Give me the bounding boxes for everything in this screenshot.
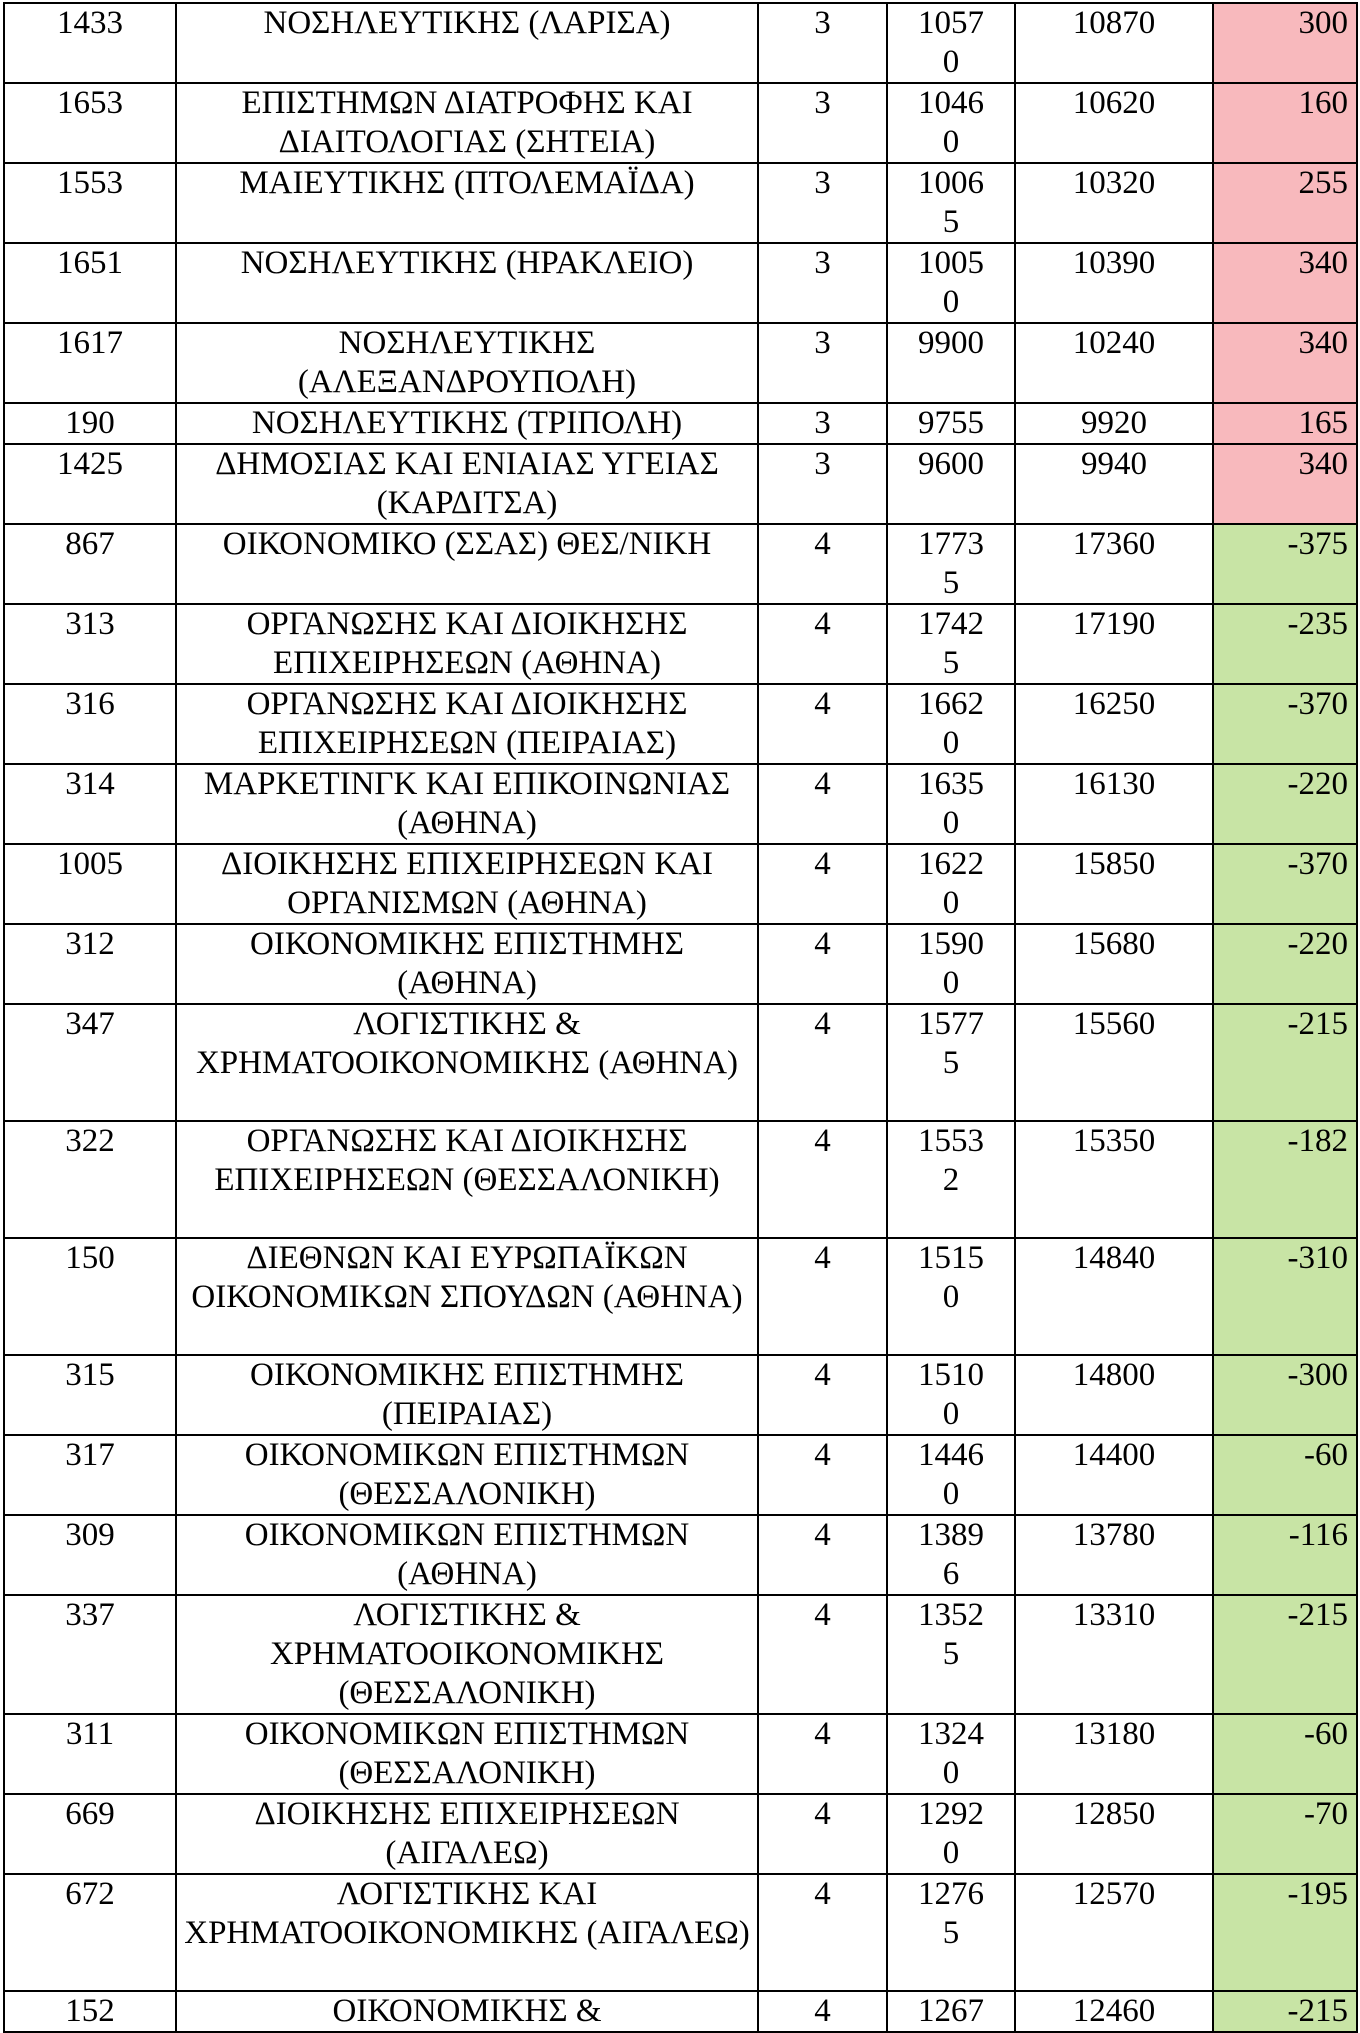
table-row (4, 163, 1357, 243)
cell-base-score-a (887, 604, 1015, 684)
score-fragment: 1577 (918, 1006, 984, 1042)
cell-base-score-a (887, 524, 1015, 604)
cell-difference: -215 (1213, 1595, 1357, 1714)
cell-department: ΜΑΙΕΥΤΙΚΗΣ (ΠΤΟΛΕΜΑΪΔΑ) (176, 163, 758, 243)
table-row (4, 1121, 1357, 1238)
cell-difference: -60 (1213, 1435, 1357, 1515)
cell-department: ΟΙΚΟΝΟΜΙΚΗΣ & (176, 1991, 758, 2032)
cell-base-score-b: 13780 (1015, 1515, 1213, 1595)
score-fragment: 0 (942, 965, 960, 1001)
cell-field: 3 (758, 243, 887, 323)
cell-difference: 255 (1213, 163, 1357, 243)
score-fragment: 0 (942, 1396, 960, 1432)
cell-base-score-a (887, 1714, 1015, 1794)
cell-base-score-a (887, 764, 1015, 844)
cell-difference: -60 (1213, 1714, 1357, 1794)
cell-base-score-b: 12570 (1015, 1874, 1213, 1991)
score-fragment: 6 (942, 1556, 960, 1592)
cell-difference: -375 (1213, 524, 1357, 604)
cell-code: 347 (4, 1004, 176, 1121)
cell-difference: -195 (1213, 1874, 1357, 1991)
cell-code: 1653 (4, 83, 176, 163)
cell-base-score-a (887, 1595, 1015, 1714)
table-row (4, 524, 1357, 604)
score-fragment: 5 (942, 1915, 960, 1951)
cell-base-score-b: 17360 (1015, 524, 1213, 604)
score-fragment: 1276 (918, 1876, 984, 1912)
cell-department: ΟΡΓΑΝΩΣΗΣ ΚΑΙ ΔΙΟΙΚΗΣΗΣ ΕΠΙΧΕΙΡΗΣΕΩΝ (ΘΕΣΣΑΛΟΝΙΚΗ) (176, 1121, 758, 1238)
cell-department: ΟΙΚΟΝΟΜΙΚΩΝ ΕΠΙΣΤΗΜΩΝ (ΘΕΣΣΑΛΟΝΙΚΗ) (176, 1714, 758, 1794)
cell-code: 313 (4, 604, 176, 684)
cell-difference: -300 (1213, 1355, 1357, 1435)
score-fragment: 5 (942, 204, 960, 240)
cell-code: 190 (4, 403, 176, 444)
table-row (4, 1714, 1357, 1794)
cell-department: ΝΟΣΗΛΕΥΤΙΚΗΣ (ΑΛΕΞΑΝΔΡΟΥΠΟΛΗ) (176, 323, 758, 403)
cell-base-score-a: 9900 (887, 323, 1015, 403)
cell-base-score-a (887, 3, 1015, 83)
cell-field: 3 (758, 83, 887, 163)
cell-department: ΛΟΓΙΣΤΙΚΗΣ & ΧΡΗΜΑΤΟΟΙΚΟΝΟΜΙΚΗΣ (ΘΕΣΣΑΛΟΝΙΚΗ) (176, 1595, 758, 1714)
cell-base-score-b: 16130 (1015, 764, 1213, 844)
cell-code: 1553 (4, 163, 176, 243)
score-fragment: 1046 (918, 85, 984, 121)
table-row (4, 1794, 1357, 1874)
cell-base-score-a: 9600 (887, 444, 1015, 524)
cell-base-score-a (887, 1515, 1015, 1595)
cell-field: 4 (758, 764, 887, 844)
cell-base-score-b: 12460 (1015, 1991, 1213, 2032)
score-fragment: 1662 (918, 686, 984, 722)
table-row (4, 403, 1357, 444)
cell-code: 1651 (4, 243, 176, 323)
score-fragment: 0 (942, 1835, 960, 1871)
score-fragment: 0 (942, 1755, 960, 1791)
score-fragment: 1510 (918, 1357, 984, 1393)
table-row (4, 1355, 1357, 1435)
cell-code: 315 (4, 1355, 176, 1435)
cell-field: 4 (758, 1874, 887, 1991)
cell-difference: 340 (1213, 323, 1357, 403)
cell-code: 311 (4, 1714, 176, 1794)
table-row (4, 924, 1357, 1004)
score-fragment: 0 (942, 1279, 960, 1315)
cell-difference: 340 (1213, 243, 1357, 323)
cell-difference: -215 (1213, 1004, 1357, 1121)
table-row (4, 684, 1357, 764)
cell-difference: -182 (1213, 1121, 1357, 1238)
score-fragment: 2 (942, 1162, 960, 1198)
table-row (4, 1874, 1357, 1991)
cell-base-score-b: 12850 (1015, 1794, 1213, 1874)
cell-base-score-b: 15680 (1015, 924, 1213, 1004)
cell-department: ΔΙΟΙΚΗΣΗΣ ΕΠΙΧΕΙΡΗΣΕΩΝ (ΑΙΓΑΛΕΩ) (176, 1794, 758, 1874)
score-fragment: 1389 (918, 1517, 984, 1553)
cell-department: ΟΙΚΟΝΟΜΙΚΩΝ ΕΠΙΣΤΗΜΩΝ (ΘΕΣΣΑΛΟΝΙΚΗ) (176, 1435, 758, 1515)
cell-code: 672 (4, 1874, 176, 1991)
cell-field: 3 (758, 323, 887, 403)
cell-field: 4 (758, 1435, 887, 1515)
cell-field: 4 (758, 604, 887, 684)
cell-base-score-a (887, 684, 1015, 764)
score-fragment: 1515 (918, 1240, 984, 1276)
table-row (4, 3, 1357, 83)
cell-base-score-a (887, 1435, 1015, 1515)
cell-base-score-a: 1267 (887, 1991, 1015, 2032)
cell-department: ΔΙΕΘΝΩΝ ΚΑΙ ΕΥΡΩΠΑΪΚΩΝ ΟΙΚΟΝΟΜΙΚΩΝ ΣΠΟΥΔΩΝ (ΑΘΗΝΑ) (176, 1238, 758, 1355)
cell-code: 322 (4, 1121, 176, 1238)
score-fragment: 1057 (918, 5, 984, 41)
score-fragment: 1352 (918, 1597, 984, 1633)
cell-base-score-a (887, 243, 1015, 323)
cell-code: 316 (4, 684, 176, 764)
cell-base-score-b: 10320 (1015, 163, 1213, 243)
score-fragment: 1292 (918, 1796, 984, 1832)
cell-difference: -310 (1213, 1238, 1357, 1355)
cell-base-score-a (887, 83, 1015, 163)
cell-difference: 160 (1213, 83, 1357, 163)
cell-field: 3 (758, 403, 887, 444)
score-fragment: 0 (942, 805, 960, 841)
score-fragment: 1446 (918, 1437, 984, 1473)
cell-difference: -116 (1213, 1515, 1357, 1595)
cell-department: ΜΑΡΚΕΤΙΝΓΚ ΚΑΙ ΕΠΙΚΟΙΝΩΝΙΑΣ (ΑΘΗΝΑ) (176, 764, 758, 844)
cell-base-score-b: 15850 (1015, 844, 1213, 924)
score-fragment: 1742 (918, 606, 984, 642)
cell-department: ΛΟΓΙΣΤΙΚΗΣ ΚΑΙ ΧΡΗΜΑΤΟΟΙΚΟΝΟΜΙΚΗΣ (ΑΙΓΑΛΕΩ) (176, 1874, 758, 1991)
cell-difference: -370 (1213, 844, 1357, 924)
cell-department: ΛΟΓΙΣΤΙΚΗΣ & ΧΡΗΜΑΤΟΟΙΚΟΝΟΜΙΚΗΣ (ΑΘΗΝΑ) (176, 1004, 758, 1121)
table-row (4, 764, 1357, 844)
cell-difference: -220 (1213, 764, 1357, 844)
cell-base-score-a (887, 1004, 1015, 1121)
cell-department: ΟΙΚΟΝΟΜΙΚΗΣ ΕΠΙΣΤΗΜΗΣ (ΠΕΙΡΑΙΑΣ) (176, 1355, 758, 1435)
cell-code: 317 (4, 1435, 176, 1515)
score-fragment: 5 (942, 1636, 960, 1672)
cell-code: 1433 (4, 3, 176, 83)
score-fragment: 0 (942, 284, 960, 320)
cell-base-score-b: 14840 (1015, 1238, 1213, 1355)
cell-base-score-a (887, 1121, 1015, 1238)
cell-field: 4 (758, 1004, 887, 1121)
cell-base-score-b: 10620 (1015, 83, 1213, 163)
cell-base-score-b: 14400 (1015, 1435, 1213, 1515)
cell-field: 4 (758, 1991, 887, 2032)
cell-department: ΟΙΚΟΝΟΜΙΚΟ (ΣΣΑΣ) ΘΕΣ/ΝΙΚΗ (176, 524, 758, 604)
cell-base-score-b: 17190 (1015, 604, 1213, 684)
cell-department: ΝΟΣΗΛΕΥΤΙΚΗΣ (ΛΑΡΙΣΑ) (176, 3, 758, 83)
table-row (4, 1595, 1357, 1714)
cell-field: 3 (758, 3, 887, 83)
cell-base-score-a (887, 1238, 1015, 1355)
score-fragment: 5 (942, 1045, 960, 1081)
cell-base-score-b: 9920 (1015, 403, 1213, 444)
score-fragment: 1005 (918, 245, 984, 281)
cell-difference: 165 (1213, 403, 1357, 444)
cell-department: ΟΙΚΟΝΟΜΙΚΩΝ ΕΠΙΣΤΗΜΩΝ (ΑΘΗΝΑ) (176, 1515, 758, 1595)
table-row (4, 1238, 1357, 1355)
table-row (4, 1515, 1357, 1595)
table-row (4, 323, 1357, 403)
cell-code: 152 (4, 1991, 176, 2032)
cell-code: 1425 (4, 444, 176, 524)
cell-field: 4 (758, 1714, 887, 1794)
cell-base-score-b: 15560 (1015, 1004, 1213, 1121)
cell-base-score-a (887, 924, 1015, 1004)
cell-field: 4 (758, 1794, 887, 1874)
score-fragment: 0 (942, 725, 960, 761)
score-fragment: 1622 (918, 846, 984, 882)
score-fragment: 1590 (918, 926, 984, 962)
cell-field: 4 (758, 844, 887, 924)
cell-base-score-a: 9755 (887, 403, 1015, 444)
cell-base-score-a (887, 844, 1015, 924)
cell-difference: -220 (1213, 924, 1357, 1004)
cell-difference: 340 (1213, 444, 1357, 524)
table-row (4, 83, 1357, 163)
cell-base-score-a (887, 1874, 1015, 1991)
score-fragment: 1635 (918, 766, 984, 802)
cell-department: ΕΠΙΣΤΗΜΩΝ ΔΙΑΤΡΟΦΗΣ ΚΑΙ ΔΙΑΙΤΟΛΟΓΙΑΣ (ΣΗΤΕΙΑ) (176, 83, 758, 163)
score-fragment: 0 (942, 44, 960, 80)
cell-difference: -70 (1213, 1794, 1357, 1874)
table-row (4, 444, 1357, 524)
score-fragment: 1773 (918, 526, 984, 562)
score-fragment: 1324 (918, 1716, 984, 1752)
cell-department: ΔΙΟΙΚΗΣΗΣ ΕΠΙΧΕΙΡΗΣΕΩΝ ΚΑΙ ΟΡΓΑΝΙΣΜΩΝ (ΑΘΗΝΑ) (176, 844, 758, 924)
cell-base-score-b: 13310 (1015, 1595, 1213, 1714)
cell-difference: 300 (1213, 3, 1357, 83)
cell-base-score-b: 10240 (1015, 323, 1213, 403)
cell-code: 669 (4, 1794, 176, 1874)
cell-base-score-b: 10870 (1015, 3, 1213, 83)
cell-base-score-b: 13180 (1015, 1714, 1213, 1794)
cell-field: 4 (758, 1515, 887, 1595)
cell-code: 312 (4, 924, 176, 1004)
table-row (4, 1435, 1357, 1515)
table-row (4, 1991, 1357, 2032)
table-row (4, 844, 1357, 924)
cell-field: 4 (758, 924, 887, 1004)
cell-code: 1617 (4, 323, 176, 403)
cell-base-score-a (887, 1794, 1015, 1874)
cell-code: 309 (4, 1515, 176, 1595)
cell-field: 4 (758, 1238, 887, 1355)
table-row (4, 1004, 1357, 1121)
scores-table-container (3, 2, 1358, 2033)
cell-base-score-b: 15350 (1015, 1121, 1213, 1238)
cell-field: 4 (758, 1595, 887, 1714)
cell-department: ΔΗΜΟΣΙΑΣ ΚΑΙ ΕΝΙΑΙΑΣ ΥΓΕΙΑΣ (ΚΑΡΔΙΤΣΑ) (176, 444, 758, 524)
cell-field: 4 (758, 1121, 887, 1238)
cell-base-score-b: 9940 (1015, 444, 1213, 524)
cell-code: 867 (4, 524, 176, 604)
score-fragment: 0 (942, 1476, 960, 1512)
cell-code: 337 (4, 1595, 176, 1714)
cell-field: 4 (758, 684, 887, 764)
cell-field: 4 (758, 1355, 887, 1435)
cell-field: 4 (758, 524, 887, 604)
cell-difference: -370 (1213, 684, 1357, 764)
cell-department: ΝΟΣΗΛΕΥΤΙΚΗΣ (ΤΡΙΠΟΛΗ) (176, 403, 758, 444)
score-fragment: 5 (942, 565, 960, 601)
cell-department: ΟΡΓΑΝΩΣΗΣ ΚΑΙ ΔΙΟΙΚΗΣΗΣ ΕΠΙΧΕΙΡΗΣΕΩΝ (ΠΕΙΡΑΙΑΣ) (176, 684, 758, 764)
cell-field: 3 (758, 444, 887, 524)
cell-difference: -235 (1213, 604, 1357, 684)
cell-base-score-a (887, 163, 1015, 243)
score-fragment: 1006 (918, 165, 984, 201)
cell-base-score-b: 16250 (1015, 684, 1213, 764)
score-fragment: 0 (942, 885, 960, 921)
admission-scores-table (3, 2, 1358, 2033)
cell-base-score-a (887, 1355, 1015, 1435)
table-body (4, 3, 1357, 2032)
table-row (4, 604, 1357, 684)
score-fragment: 1553 (918, 1123, 984, 1159)
cell-field: 3 (758, 163, 887, 243)
table-row (4, 243, 1357, 323)
cell-base-score-b: 10390 (1015, 243, 1213, 323)
cell-base-score-b: 14800 (1015, 1355, 1213, 1435)
score-fragment: 5 (942, 645, 960, 681)
cell-difference: -215 (1213, 1991, 1357, 2032)
cell-department: ΝΟΣΗΛΕΥΤΙΚΗΣ (ΗΡΑΚΛΕΙΟ) (176, 243, 758, 323)
score-fragment: 0 (942, 124, 960, 160)
cell-department: ΟΡΓΑΝΩΣΗΣ ΚΑΙ ΔΙΟΙΚΗΣΗΣ ΕΠΙΧΕΙΡΗΣΕΩΝ (ΑΘΗΝΑ) (176, 604, 758, 684)
cell-code: 314 (4, 764, 176, 844)
cell-department: ΟΙΚΟΝΟΜΙΚΗΣ ΕΠΙΣΤΗΜΗΣ (ΑΘΗΝΑ) (176, 924, 758, 1004)
cell-code: 150 (4, 1238, 176, 1355)
cell-code: 1005 (4, 844, 176, 924)
